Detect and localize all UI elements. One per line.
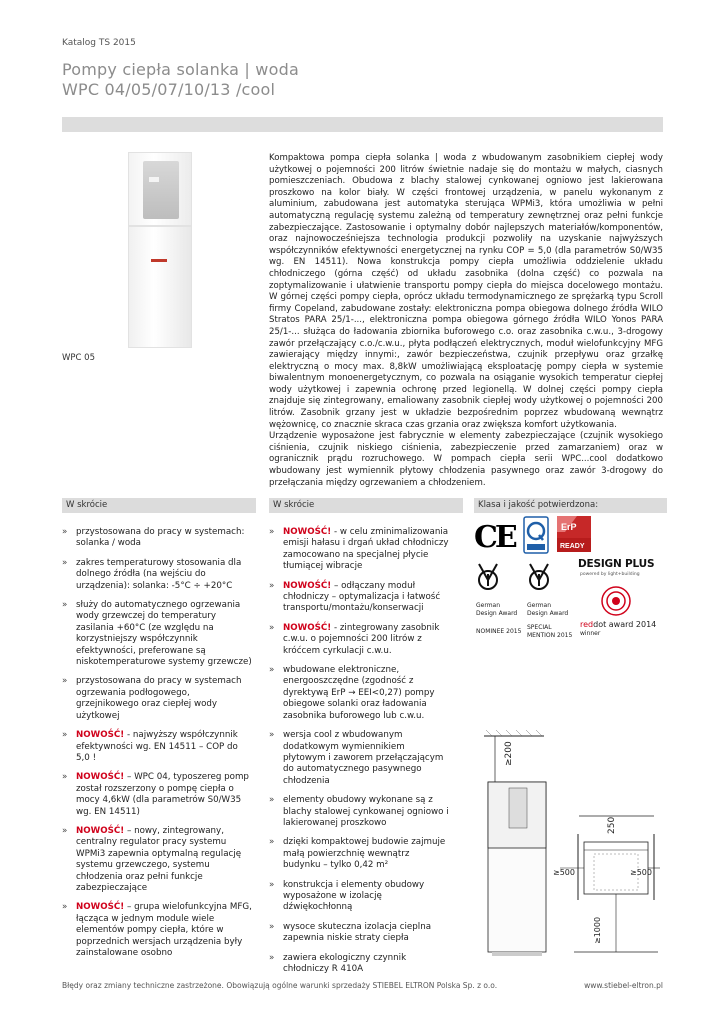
dim-right-label: ≥500 [630,868,652,877]
reddot-red: red [580,620,594,629]
dim-bottom-label: ≥1000 [593,916,602,944]
winner-label: winner [580,630,601,637]
feature-list-item [269,837,449,871]
bullet-mark: » [269,730,275,741]
german-design-award-icon [528,560,550,592]
product-upper-module [128,152,192,226]
footer-disclaimer: Błędy oraz zmiany techniczne zastrzeżone. Obowiązują ogólne warunki sprzedaży STIEBEL ELTRON Polska Sp. z o.o. [62,981,498,990]
bullet-mark: » [269,952,275,963]
feature-list-item [62,676,252,722]
bullet-mark: » [269,921,275,932]
title-divider-band [62,117,663,132]
feature-text: przystosowana do pracy w systemach: solanka / woda [76,527,245,549]
erp-text: ErP [561,522,577,532]
bullet-mark: » [62,730,68,741]
product-caption: WPC 05 [62,353,95,363]
intro-text [269,153,663,489]
feature-text: wersja cool z wbudowanym dodatkowym wymiennikiem płytowym i zaworem przełączającym do automatycznego pasywnego chłodzenia [283,730,444,786]
german-design-award-icon [477,560,499,592]
ready-text: READY [560,543,585,550]
new-badge: NOWOŚĆ! [283,580,332,591]
ce-mark: CE [474,520,515,555]
feature-text: zawiera ekologiczny czynnik chłodniczy R 410A [283,952,407,974]
control-panel [143,161,179,219]
bullet-mark: » [62,557,68,568]
bullet-mark: » [269,622,275,633]
bullet-mark: » [269,795,275,806]
installation-clearance-diagram [474,730,664,970]
feature-text: - zintegrowany zasobnik c.w.u. o pojemności 200 litrów z króćcem cyrkulacji c.w.u. [283,622,440,656]
bullet-mark: » [269,580,275,591]
bullet-mark: » [269,665,275,676]
reddot-award-label [580,620,656,629]
feature-list-item [269,953,449,976]
bullet-mark: » [269,527,275,537]
product-lower-module [128,226,192,348]
feature-list-item [62,826,252,894]
feature-text: – grupa wielofunkcyjna MFG, łącząca w jednym module wiele elementów pompy ciepła, które w poprzednich wersjach urządzenia były zainstalowane osobno [76,902,252,958]
feature-text: wbudowane elektroniczne, energooszczędne (zgodność z dyrektywą ErP → EEI<0,27) pompy obiegowe solanki oraz ładowania zasobnika buforowego lub c.w.u. [283,665,435,721]
nominee-label: NOMINEE 2015 [476,628,522,635]
feature-list-item [269,730,449,787]
award-caption-line: Design Award [476,609,518,617]
feature-text: służy do automatycznego ogrzewania wody grzewczej do temperatury zasilania +60°C (ze względu na korzystniejszy współczynnik efektywności, preferowane są niskotemperaturowe systemy grzewcze) [76,600,252,668]
title-line-2: WPC 04/05/07/10/13 /cool [62,80,276,99]
dim-left-label: ≥500 [553,868,575,877]
bullet-mark: » [269,837,275,848]
feature-list-item [269,795,449,829]
intro-paragraph: Kompaktowa pompa ciepła solanka | woda z wbudowanym zasobnikiem ciepłej wody użytkowej o pojemności 200 litrów świetnie nadaje się do montażu w małych, ciasnych pomieszczeniach. Obudowa z blachy stalowej cynkowanej ogniowo jest lakierowana proszkowo na kolor biały. W części frontowej urządzenia, w panelu wykonanym z aluminium, zabudowana jest automatyka sterująca WPMi3, która umożliwia w pełni automatyczną regulację systemu zależną od temperatury zewnętrznej oraz pełni funkcje zabezpieczające. Zastosowanie i optymalny dobór najlepszych materiałów/komponentów, oraz najnowocześniejsza technologia produkcji pozwoliły na uzyskanie najwyższych współczynników efektywności energetycznej na rynku COP = 5,0 (dla parametrów S0/W35 wg. EN 14511). Nowa konstrukcja pompy ciepła umożliwia oddzielenie układu chłodniczego (górna część) od układu zasobnika (dolna część) co pozwala na zoptymalizowanie i ułatwienie transportu pompy ciepła do miejsca docelowego montażu. W górnej części pompy ciepła, oprócz układu termodynamicznego ze sprężarką typu Scroll firmy Copeland, zabudowane zostały: elektroniczna pompa obiegowa dolnego źródła WILO Stratos PARA 25/1-..., elektroniczna pompa obiegowa górnego źródła WILO Yonos PARA 25/1-... służąca do ładowania zbiornika buforowego c.o. oraz zasobnika c.w.u., 3-drogowy zawór przełączający c.o./c.w.u., płyta podłączeń elektrycznych, moduł wielofunkcyjny MFG zawierający między innymi:, zawór bezpieczeństwa, czujnik przepływu oraz grzałkę elektryczną o mocy max. 8,8kW umożliwiającą eksploatację pompy ciepła w systemie biwalentnym monoenergetycznym, co pozwala na osiąganie wysokich temperatur ciepłej wody użytkowej i zapewnia ochronę przed legionellą. W dolnej części pompy ciepła znajduje się zintegrowany, emaliowany zasobnik ciepłej wody użytkowej o pojemności 200 litrów. Zasobnik grzany jest w układzie bezpośrednim poprzez wbudowaną wewnątrz wężownicę, co znacznie skraca czas grzania oraz zwiększa komfort użytkowania. [269,153,663,430]
feature-list-item [269,581,449,615]
feature-list-item [269,623,449,657]
special-mention-line: MENTION 2015 [527,631,573,639]
section-header-summary-2: W skrócie [269,498,463,513]
new-badge: NOWOŚĆ! [283,622,332,633]
page-title [62,60,299,100]
feature-list-item [62,772,252,818]
feature-list-item [269,880,449,914]
brand-logo-stripe [151,259,167,262]
special-mention-line: SPECIAL [527,624,552,631]
award-caption [476,602,517,617]
award-caption-line: Design Award [527,609,569,617]
reddot-dot: dot [593,620,607,629]
feature-text: dzięki kompaktowej budowie zajmuje małą powierzchnię wewnątrz budynku – tylko 0,42 m² [283,837,446,871]
feature-list-item [269,922,449,945]
feature-list-item [269,665,449,722]
catalog-label: Katalog TS 2015 [62,38,136,48]
design-plus-subtitle: powered by light+building [580,572,640,577]
feature-list-2 [269,527,449,983]
footer-website-link[interactable]: www.stiebel-eltron.pl [584,981,663,990]
feature-text: – nowy, zintegrowany, centralny regulator pracy systemu WPMi3 zapewnia optymalną regulację systemu grzewczego, systemu chłodzenia oraz pełni funkcje zabezpieczające [76,825,242,893]
reddot-icon [600,585,632,617]
feature-list-item [62,902,252,959]
feature-text: konstrukcja i elementy obudowy wyposażone w izolację dźwiękochłonną [283,879,425,913]
feature-text: - w celu zminimalizowania emisji hałasu i drgań układ chłodniczy zamocowano na specjalnej płycie tłumiącej wibracje [283,527,449,572]
feature-text: elementy obudowy wykonane są z blachy stalowej cynkowanej ogniowo i lakierowanej proszkowo [283,795,449,828]
new-badge: NOWOŚĆ! [76,902,125,913]
special-mention-label [527,624,572,639]
dim-depth-label: 250 [607,816,617,834]
feature-text: - najwyższy współczynnik efektywności wg. EN 14511 – COP do 5,0 ! [76,730,238,763]
new-badge: NOWOŚĆ! [76,772,125,783]
product-image [128,152,190,346]
bullet-mark: » [269,879,275,890]
feature-text: – WPC 04, typoszereg pomp został rozszerzony o pompę ciepła o mocy 4,6kW (dla parametrów S0/W35 wg. EN 14511) [76,772,249,817]
section-header-summary-1: W skrócie [62,498,256,513]
bullet-mark: » [62,600,68,611]
design-plus-logo: DESIGN PLUS [578,558,655,570]
intro-paragraph: Urządzenie wyposażone jest fabrycznie w elementy zabezpieczające (czujnik wysokiego ciśnienia, czujnik niskiego ciśnienia, zabezpieczenie przed zamarzaniem) oraz w ogranicznik prądu rozruchowego. W pompach ciepła serii WPC...cool dodatkowo wbudowany jest wymiennik płytowy chłodzenia pasywnego oraz zawór 3-drogowy do przełączania między ogrzewaniem a chłodzeniem. [269,431,663,488]
feature-list-1 [62,527,252,967]
feature-text: przystosowana do pracy w systemach ogrzewania podłogowego, grzejnikowego oraz ciepłej wody użytkowej [76,676,242,721]
bullet-mark: » [62,772,68,783]
bullet-mark: » [62,676,68,687]
feature-list-item [62,730,252,764]
new-badge: NOWOŚĆ! [76,825,125,836]
award-caption [527,602,568,617]
feature-list-item [62,558,252,592]
erp-ready-icon [557,516,591,552]
section-header-quality: Klasa i jakość potwierdzona: [474,498,667,513]
bullet-mark: » [62,825,68,836]
feature-list-item [62,600,252,668]
bullet-mark: » [62,902,68,913]
reddot-rest: award 2014 [606,620,657,629]
feature-list-item [269,527,449,573]
feature-list-item [62,527,252,550]
quality-seal-icon [523,516,549,554]
award-caption-line: German [527,602,552,609]
bullet-mark: » [62,527,68,537]
feature-text: – odłączany moduł chłodniczy – optymalizacja i łatwość transportu/montażu/konserwacji [283,580,441,614]
new-badge: NOWOŚĆ! [283,527,332,537]
feature-text: zakres temperaturowy stosowania dla dolnego źródła (na wejściu do urządzenia): solanka: -5°C ÷ +20°C [76,557,242,591]
feature-text: wysoce skuteczna izolacja cieplna zapewnia niskie straty ciepła [283,921,432,944]
title-line-1: Pompy ciepła solanka | woda [62,60,299,79]
control-display [149,177,159,182]
award-caption-line: German [476,602,501,609]
dim-top-label: ≥200 [504,741,514,766]
new-badge: NOWOŚĆ! [76,730,125,741]
